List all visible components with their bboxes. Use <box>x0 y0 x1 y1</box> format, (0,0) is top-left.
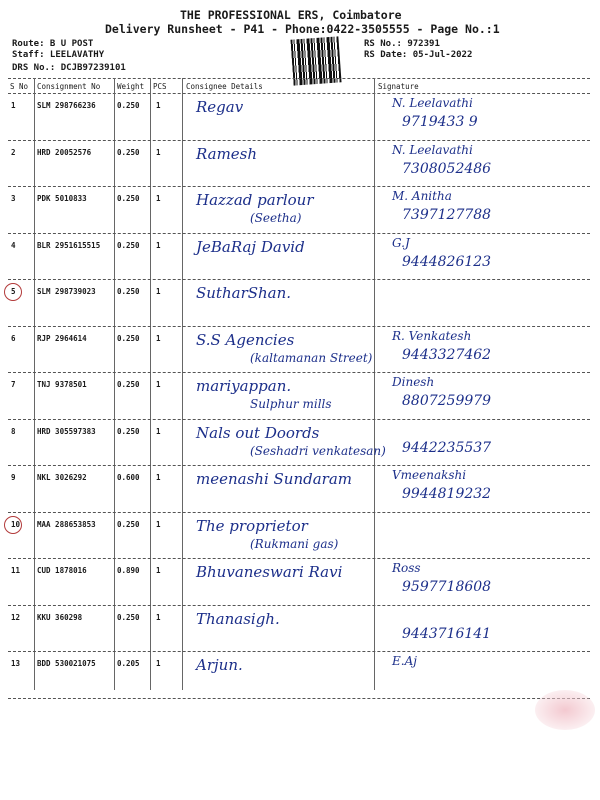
rs-date: RS Date: 05-Jul-2022 <box>364 50 473 60</box>
row-pcs: 1 <box>156 519 161 529</box>
row-weight: 0.250 <box>117 519 140 529</box>
row-consignment-no: TNJ 9378501 <box>37 380 87 389</box>
row-divider <box>8 419 590 420</box>
row-sno: 13 <box>11 659 21 668</box>
row-sno: 11 <box>11 566 21 575</box>
row-pcs: 1 <box>156 240 161 250</box>
row-mark-circle <box>4 516 22 534</box>
col-weight: Weight <box>117 82 145 91</box>
row-consignment-no: NKL 3026292 <box>37 473 87 482</box>
row-signature: Vmeenakshi <box>392 468 467 482</box>
row-pcs: 1 <box>156 101 161 110</box>
row-signature: Ross <box>392 561 421 575</box>
row-weight: 0.250 <box>117 333 140 343</box>
row-weight: 0.250 <box>117 612 140 622</box>
row-weight: 0.890 <box>117 566 140 575</box>
row-signature: G.J <box>392 235 410 250</box>
col-consignment: Consignment No <box>37 82 101 91</box>
row-phone: 9443327462 <box>402 346 492 363</box>
row-pcs: 1 <box>156 147 161 157</box>
row-signature: M. Anitha <box>392 189 452 203</box>
row-phone: 9944819232 <box>402 486 492 502</box>
row-consignee-name: Hazzad parlour <box>196 191 314 209</box>
col-separator <box>114 78 115 690</box>
row-phone: 9442235537 <box>402 439 492 456</box>
row-consignment-no: BLR 2951615515 <box>37 240 101 250</box>
row-sno: 9 <box>11 473 16 482</box>
drs-number: DRS No.: DCJB97239101 <box>12 63 126 73</box>
row-consignment-no: SLM 298739023 <box>37 287 96 296</box>
col-sno: S No <box>10 82 29 91</box>
row-phone: 9719433 9 <box>402 114 478 130</box>
row-divider <box>8 279 590 280</box>
col-consignee: Consignee Details <box>186 82 263 91</box>
row-pcs: 1 <box>156 287 161 296</box>
row-pcs: 1 <box>156 333 161 343</box>
row-divider <box>8 698 590 699</box>
column-divider <box>8 93 590 94</box>
row-consignee-name: Nals out Doords <box>196 423 320 442</box>
paper-stain <box>535 690 595 730</box>
row-consignee-detail: (Seetha) <box>250 211 302 225</box>
row-signature: N. Leelavathi <box>392 142 473 157</box>
row-consignee-name: Arjun. <box>196 656 243 674</box>
row-sno: 1 <box>11 101 16 110</box>
row-consignee-name: Ramesh <box>196 144 258 163</box>
col-pcs: PCS <box>153 82 167 91</box>
row-consignee-detail: (kaltamanan Street) <box>250 350 373 365</box>
row-phone: 7397127788 <box>402 207 492 223</box>
row-consignee-name: SutharShan. <box>196 284 292 302</box>
row-consignment-no: SLM 298766236 <box>37 101 96 110</box>
row-pcs: 1 <box>156 566 161 575</box>
col-separator <box>34 78 35 690</box>
row-consignment-no: MAA 288653853 <box>37 519 96 529</box>
row-weight: 0.250 <box>117 287 140 296</box>
row-pcs: 1 <box>156 612 161 622</box>
row-consignee-name: Thanasigh. <box>196 609 280 628</box>
row-consignee-name: Regav <box>196 98 244 116</box>
row-divider <box>8 605 590 606</box>
row-mark-circle <box>4 283 22 301</box>
row-consignee-detail: (Rukmani gas) <box>250 536 339 551</box>
row-phone: 8807259979 <box>402 393 492 409</box>
row-pcs: 1 <box>156 473 161 482</box>
row-consignee-detail: (Seshadri venkatesan) <box>250 443 386 458</box>
row-consignment-no: KKU 360298 <box>37 612 83 622</box>
row-signature: E.Aj <box>392 654 417 668</box>
row-sno: 12 <box>11 612 21 622</box>
row-signature: N. Leelavathi <box>392 96 473 110</box>
row-sno: 8 <box>11 426 16 436</box>
row-weight: 0.250 <box>117 426 140 436</box>
row-consignee-name: JeBaRaj David <box>196 237 305 256</box>
row-consignee-name: S.S Agencies <box>196 330 295 349</box>
staff-text: Staff: LEELAVATHY <box>12 50 105 60</box>
company-title: THE PROFESSIONAL ERS, Coimbatore <box>180 8 402 22</box>
row-signature: Dinesh <box>392 375 435 389</box>
row-sno: 3 <box>11 194 16 203</box>
row-weight: 0.250 <box>117 194 140 203</box>
row-consignment-no: RJP 2964614 <box>37 333 87 343</box>
row-sno: 10 <box>11 519 21 529</box>
row-divider <box>8 326 590 327</box>
header-divider <box>8 78 590 79</box>
row-divider <box>8 651 590 652</box>
col-separator <box>182 78 183 690</box>
row-weight: 0.250 <box>117 240 140 250</box>
row-consignment-no: PDK 5010833 <box>37 194 87 203</box>
row-consignee-detail: Sulphur mills <box>250 397 332 411</box>
row-weight: 0.250 <box>117 147 140 157</box>
row-divider <box>8 558 590 559</box>
row-pcs: 1 <box>156 659 161 668</box>
row-weight: 0.250 <box>117 101 140 110</box>
row-consignee-name: The proprietor <box>196 516 308 535</box>
row-signature: R. Venkatesh <box>392 328 472 343</box>
row-sno: 5 <box>11 287 16 296</box>
row-weight: 0.600 <box>117 473 140 482</box>
row-divider <box>8 372 590 373</box>
row-phone: 9597718608 <box>402 579 492 595</box>
row-phone: 9444826123 <box>402 253 492 270</box>
row-consignee-name: Bhuvaneswari Ravi <box>196 563 343 581</box>
row-pcs: 1 <box>156 426 161 436</box>
row-sno: 2 <box>11 147 16 157</box>
row-divider <box>8 465 590 466</box>
row-consignment-no: CUD 1878016 <box>37 566 87 575</box>
row-pcs: 1 <box>156 380 161 389</box>
row-consignment-no: HRD 305597383 <box>37 426 96 436</box>
row-weight: 0.205 <box>117 659 140 668</box>
row-phone: 7308052486 <box>402 160 492 177</box>
row-divider <box>8 233 590 234</box>
row-divider <box>8 186 590 187</box>
row-sno: 7 <box>11 380 16 389</box>
runsheet-subtitle: Delivery Runsheet - P41 - Phone:0422-3505555 - Page No.:1 <box>105 22 500 36</box>
row-divider <box>8 140 590 141</box>
col-separator <box>374 78 375 690</box>
row-consignee-name: meenashi Sundaram <box>196 470 352 488</box>
route-text: Route: B U POST <box>12 39 94 49</box>
row-weight: 0.250 <box>117 380 140 389</box>
col-signature: Signature <box>378 82 419 91</box>
row-pcs: 1 <box>156 194 161 203</box>
row-phone: 9443716141 <box>402 625 492 642</box>
row-consignment-no: HRD 20052576 <box>37 147 92 157</box>
row-sno: 4 <box>11 240 16 250</box>
row-consignee-name: mariyappan. <box>196 377 292 395</box>
row-consignment-no: BDD 530021075 <box>37 659 96 668</box>
col-separator <box>150 78 151 690</box>
rs-number: RS No.: 972391 <box>364 39 440 49</box>
row-divider <box>8 512 590 513</box>
row-sno: 6 <box>11 333 16 343</box>
